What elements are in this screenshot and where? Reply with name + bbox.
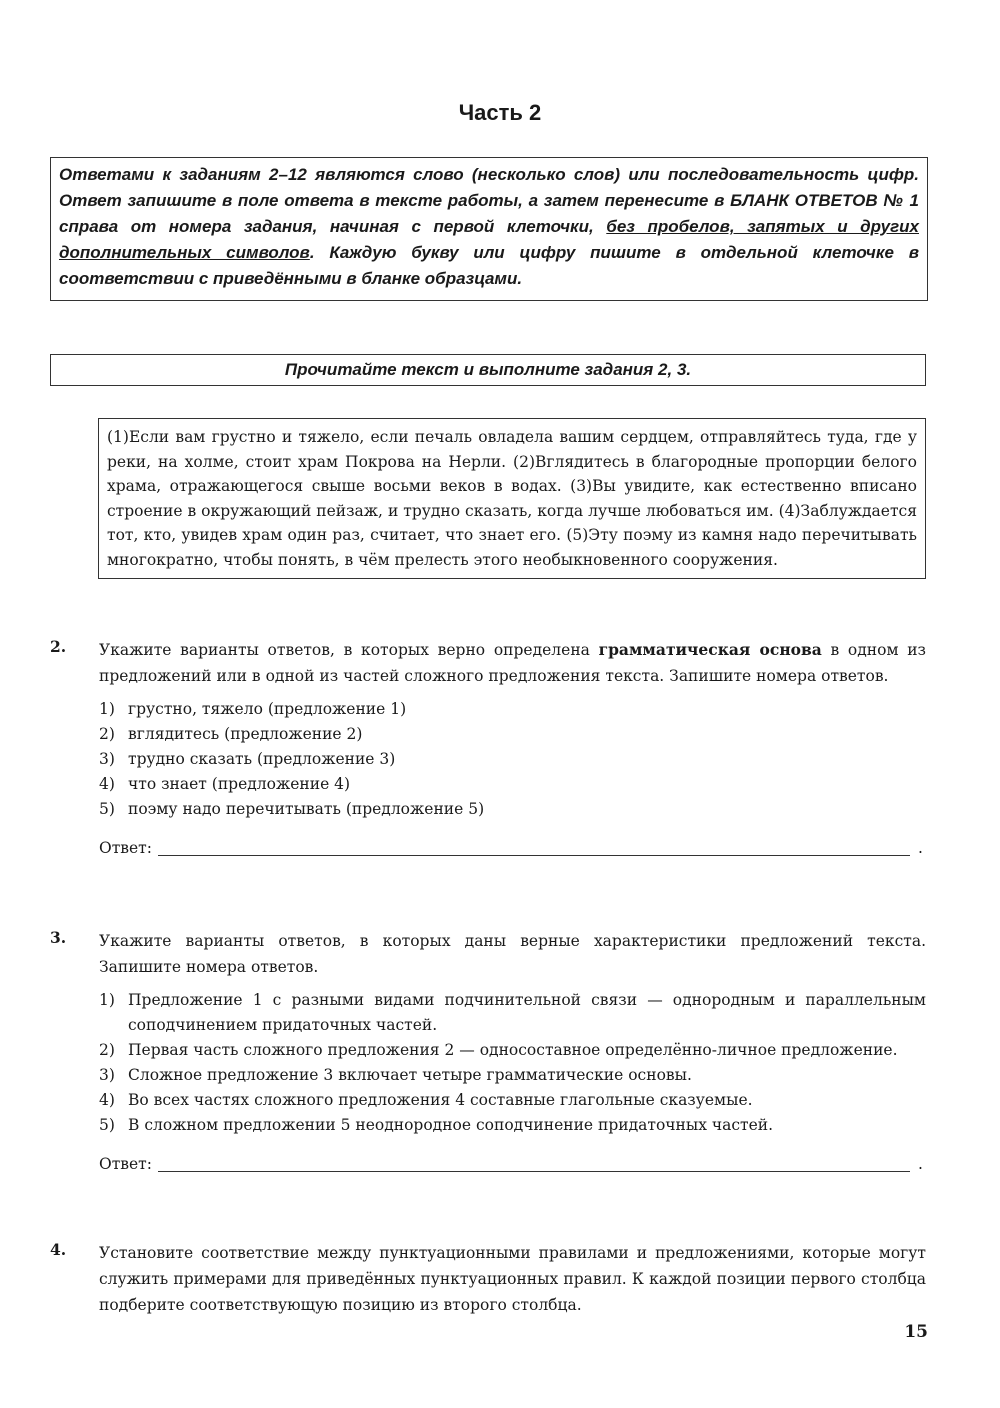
task-number: 4. (50, 1240, 67, 1259)
task-2 (50, 637, 926, 860)
page-number: 15 (904, 1322, 928, 1342)
read-prompt-box: Прочитайте текст и выполните задания 2, 3. (50, 354, 926, 386)
option-item: 4) Во всех частях сложного предложения 4 составные глагольные сказуемые. (99, 1091, 753, 1109)
instructions-text-2: . Каждую букву или цифру пишите в отдельной клеточке в соответствии с приведёнными в бланке образцами. (59, 243, 919, 288)
option-item: 5) В сложном предложении 5 неоднородное соподчинение придаточных частей. (99, 1116, 774, 1134)
options-list (99, 988, 926, 1138)
options-list (99, 697, 926, 822)
task-3 (50, 928, 926, 1176)
part-title: Часть 2 (458, 100, 542, 125)
task-question (99, 637, 926, 689)
answer-row (99, 836, 926, 860)
task-number: 3. (50, 928, 67, 947)
task-number: 2. (50, 637, 67, 656)
option-item: 1) Предложение 1 с разными видами подчинительной связи — однородным и параллельным соподчинением придаточных частей. (99, 991, 926, 1034)
instructions-text-1: Ответами к заданиям 2–12 являются слово (несколько слов) или последовательность цифр. Ответ запишите в поле ответа в тексте работы, а затем перенесите в БЛАНК ОТВЕТОВ № 1 справа от номера задания, начиная с первой клеточки, (59, 165, 919, 236)
answer-label: Ответ: (99, 1155, 152, 1173)
answer-end: . (917, 839, 923, 857)
instructions-underlined: без пробелов, запятых и других дополнительных символов (59, 217, 919, 262)
task-question: Укажите варианты ответов, в которых даны верные характеристики предложений текста. Запишите номера ответов. (99, 932, 926, 976)
option-item: 5) поэму надо перечитывать (предложение 5) (99, 800, 485, 818)
task-question: Установите соответствие между пунктуационными правилами и предложениями, которые могут служить примерами для приведённых пунктуационных правил. К каждой позиции первого столбца подберите соответствующую позицию из второго столбца. (99, 1244, 926, 1314)
option-item: 3) трудно сказать (предложение 3) (99, 750, 396, 768)
question-text: Укажите варианты ответов, в которых верно определена (99, 641, 599, 659)
answer-label: Ответ: (99, 839, 152, 857)
option-item: 3) Сложное предложение 3 включает четыре грамматические основы. (99, 1066, 692, 1084)
instructions-box (50, 157, 928, 301)
question-text: в одном из предложений или в одной из частей сложного предложения текста. Запишите номера ответов. (99, 641, 926, 685)
task-4 (50, 1240, 926, 1318)
option-item: 2) Первая часть сложного предложения 2 — односоставное определённо-личное предложение. (99, 1041, 898, 1059)
answer-line[interactable] (158, 839, 910, 856)
question-bold-term: грамматическая основа (598, 640, 822, 659)
answer-row (99, 1152, 926, 1176)
option-item: 4) что знает (предложение 4) (99, 775, 351, 793)
option-item: 2) вглядитесь (предложение 2) (99, 725, 363, 743)
reading-text-box: (1)Если вам грустно и тяжело, если печаль овладела вашим сердцем, отправляйтесь туда, где у реки, на холме, стоит храм Покрова на Нерли. (2)Вглядитесь в благородные пропорции белого храма, отражающегося свыше восьми веков в водах. (3)Вы увидите, как естественно вписано строение в окружающий пейзаж, и трудно сказать, когда лучше любоваться им. (4)Заблуждается тот, кто, увидев храм один раз, считает, что знает его. (5)Эту поэму из камня надо перечитывать многократно, чтобы понять, в чём прелесть этого необыкновенного сооружения. (98, 418, 926, 579)
answer-end: . (917, 1155, 923, 1173)
option-item: 1) грустно, тяжело (предложение 1) (99, 700, 407, 718)
answer-line[interactable] (158, 1155, 910, 1172)
